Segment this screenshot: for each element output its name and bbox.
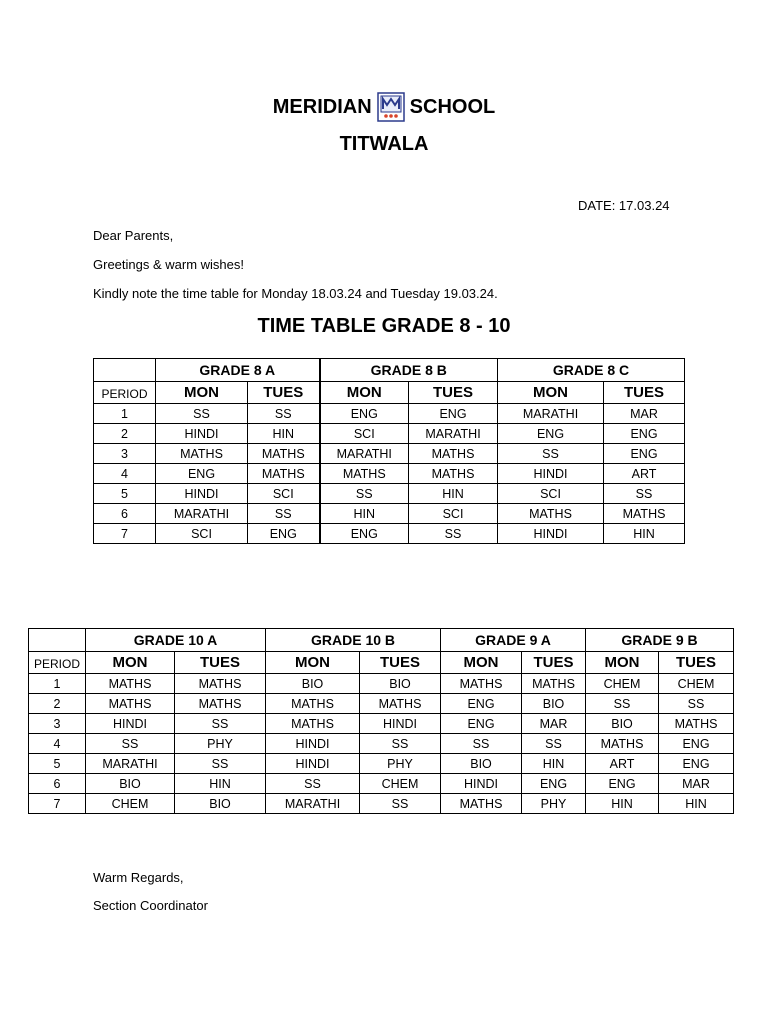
subject-cell: PHY (522, 794, 586, 814)
subject-cell: SCI (498, 484, 604, 504)
grade-header: GRADE 9 A (441, 629, 586, 652)
school-name (0, 92, 768, 122)
subject-cell: SS (522, 734, 586, 754)
subject-cell: PHY (175, 734, 266, 754)
table-row (94, 484, 685, 504)
day-header: MON (320, 382, 409, 404)
closing-signatory: Section Coordinator (93, 898, 208, 913)
period-header-spacer (29, 629, 86, 652)
period-number-cell: 6 (29, 774, 86, 794)
subject-cell: ART (604, 464, 685, 484)
subject-cell: ENG (441, 714, 522, 734)
subject-cell: MATHS (86, 674, 175, 694)
table-row (29, 674, 734, 694)
subject-cell: ENG (320, 404, 409, 424)
timetable-grade-9-10 (28, 628, 734, 814)
school-name-left: MERIDIAN (272, 95, 372, 118)
subject-cell: MATHS (248, 444, 320, 464)
period-number-cell: 6 (94, 504, 156, 524)
table-row (94, 424, 685, 444)
subject-cell: ENG (156, 464, 248, 484)
table-row (29, 714, 734, 734)
subject-cell: SCI (320, 424, 409, 444)
subject-cell: BIO (360, 674, 441, 694)
subject-cell: MATHS (360, 694, 441, 714)
greeting: Greetings & warm wishes! (93, 257, 244, 272)
period-header-spacer (94, 359, 156, 382)
subject-cell: CHEM (86, 794, 175, 814)
subject-cell: BIO (586, 714, 659, 734)
subject-cell: HINDI (498, 464, 604, 484)
table-row (29, 734, 734, 754)
period-number-cell: 1 (94, 404, 156, 424)
subject-cell: MATHS (175, 694, 266, 714)
period-number-cell: 2 (94, 424, 156, 444)
subject-cell: MATHS (320, 464, 409, 484)
period-number-cell: 5 (29, 754, 86, 774)
subject-cell: MATHS (586, 734, 659, 754)
period-number-cell: 2 (29, 694, 86, 714)
period-number-cell: 7 (29, 794, 86, 814)
subject-cell: BIO (266, 674, 360, 694)
school-city: TITWALA (339, 133, 429, 155)
day-header: MON (156, 382, 248, 404)
notice-text: Kindly note the time table for Monday 18.03.24 and Tuesday 19.03.24. (93, 286, 498, 301)
table-row (29, 794, 734, 814)
subject-cell: BIO (175, 794, 266, 814)
subject-cell: BIO (86, 774, 175, 794)
period-number-cell: 4 (29, 734, 86, 754)
subject-cell: MATHS (266, 714, 360, 734)
subject-cell: BIO (441, 754, 522, 774)
period-header: PERIOD (29, 652, 86, 674)
subject-cell: CHEM (659, 674, 734, 694)
subject-cell: MATHS (441, 674, 522, 694)
subject-cell: HIN (522, 754, 586, 774)
table-row (94, 524, 685, 544)
timetable-title: TIME TABLE GRADE 8 - 10 (257, 315, 511, 337)
period-number-cell: 4 (94, 464, 156, 484)
subject-cell: HINDI (266, 734, 360, 754)
letter-date: DATE: 17.03.24 (578, 198, 670, 213)
subject-cell: SS (156, 404, 248, 424)
subject-cell: HIN (409, 484, 498, 504)
subject-cell: MATHS (409, 464, 498, 484)
day-header: TUES (175, 652, 266, 674)
subject-cell: SS (604, 484, 685, 504)
subject-cell: ENG (659, 754, 734, 774)
subject-cell: MATHS (659, 714, 734, 734)
subject-cell: SCI (156, 524, 248, 544)
subject-cell: HINDI (266, 754, 360, 774)
subject-cell: HIN (586, 794, 659, 814)
grade-header: GRADE 10 B (266, 629, 441, 652)
subject-cell: BIO (522, 694, 586, 714)
grade-header: GRADE 10 A (86, 629, 266, 652)
grade-header: GRADE 8 A (156, 359, 320, 382)
subject-cell: SS (248, 504, 320, 524)
day-header: TUES (522, 652, 586, 674)
subject-cell: MAR (522, 714, 586, 734)
subject-cell: MATHS (522, 674, 586, 694)
subject-cell: MATHS (409, 444, 498, 464)
timetable-grade-8 (93, 358, 685, 544)
day-header: TUES (360, 652, 441, 674)
subject-cell: CHEM (360, 774, 441, 794)
subject-cell: MATHS (604, 504, 685, 524)
subject-cell: HIN (659, 794, 734, 814)
school-crest-logo-icon (377, 92, 405, 122)
day-header: MON (266, 652, 360, 674)
subject-cell: MATHS (175, 674, 266, 694)
table-row (94, 464, 685, 484)
subject-cell: HINDI (156, 424, 248, 444)
subject-cell: SCI (409, 504, 498, 524)
subject-cell: MAR (604, 404, 685, 424)
salutation: Dear Parents, (93, 228, 174, 243)
subject-cell: HIN (175, 774, 266, 794)
subject-cell: SS (248, 404, 320, 424)
subject-cell: ENG (409, 404, 498, 424)
subject-cell: SS (409, 524, 498, 544)
subject-cell: SS (659, 694, 734, 714)
subject-cell: HINDI (498, 524, 604, 544)
subject-cell: HINDI (156, 484, 248, 504)
subject-cell: HINDI (441, 774, 522, 794)
subject-cell: SS (320, 484, 409, 504)
period-number-cell: 3 (94, 444, 156, 464)
period-number-cell: 5 (94, 484, 156, 504)
subject-cell: HINDI (360, 714, 441, 734)
subject-cell: MARATHI (86, 754, 175, 774)
subject-cell: CHEM (586, 674, 659, 694)
day-header: TUES (604, 382, 685, 404)
subject-cell: ART (586, 754, 659, 774)
subject-cell: HIN (320, 504, 409, 524)
subject-cell: MAR (659, 774, 734, 794)
table-row (94, 404, 685, 424)
grade-header: GRADE 8 B (320, 359, 498, 382)
day-header: MON (498, 382, 604, 404)
day-header: MON (586, 652, 659, 674)
subject-cell: MATHS (86, 694, 175, 714)
subject-cell: SS (360, 734, 441, 754)
subject-cell: MATHS (498, 504, 604, 524)
subject-cell: MARATHI (320, 444, 409, 464)
table-row (94, 444, 685, 464)
table-row (29, 774, 734, 794)
subject-cell: MARATHI (266, 794, 360, 814)
subject-cell: ENG (248, 524, 320, 544)
subject-cell: SS (441, 734, 522, 754)
table-row (94, 504, 685, 524)
subject-cell: MARATHI (498, 404, 604, 424)
grade-header: GRADE 9 B (586, 629, 734, 652)
subject-cell: MATHS (248, 464, 320, 484)
day-header: MON (441, 652, 522, 674)
day-header: MON (86, 652, 175, 674)
subject-cell: SS (175, 754, 266, 774)
grade-header: GRADE 8 C (498, 359, 685, 382)
day-header: TUES (248, 382, 320, 404)
subject-cell: ENG (441, 694, 522, 714)
subject-cell: ENG (498, 424, 604, 444)
closing-regards: Warm Regards, (93, 870, 184, 885)
day-header: TUES (409, 382, 498, 404)
subject-cell: SCI (248, 484, 320, 504)
subject-cell: ENG (522, 774, 586, 794)
subject-cell: PHY (360, 754, 441, 774)
subject-cell: ENG (604, 444, 685, 464)
subject-cell: SS (498, 444, 604, 464)
period-number-cell: 1 (29, 674, 86, 694)
school-name-right: SCHOOL (409, 95, 496, 118)
subject-cell: MARATHI (156, 504, 248, 524)
subject-cell: SS (86, 734, 175, 754)
subject-cell: ENG (659, 734, 734, 754)
day-header: TUES (659, 652, 734, 674)
table-row (29, 694, 734, 714)
subject-cell: SS (266, 774, 360, 794)
subject-cell: MATHS (441, 794, 522, 814)
subject-cell: SS (175, 714, 266, 734)
subject-cell: MATHS (156, 444, 248, 464)
subject-cell: SS (360, 794, 441, 814)
subject-cell: MARATHI (409, 424, 498, 444)
table-row (29, 754, 734, 774)
period-number-cell: 7 (94, 524, 156, 544)
subject-cell: ENG (604, 424, 685, 444)
period-number-cell: 3 (29, 714, 86, 734)
subject-cell: SS (586, 694, 659, 714)
subject-cell: MATHS (266, 694, 360, 714)
period-header: PERIOD (94, 382, 156, 404)
subject-cell: HIN (604, 524, 685, 544)
subject-cell: HINDI (86, 714, 175, 734)
subject-cell: ENG (586, 774, 659, 794)
subject-cell: ENG (320, 524, 409, 544)
subject-cell: HIN (248, 424, 320, 444)
